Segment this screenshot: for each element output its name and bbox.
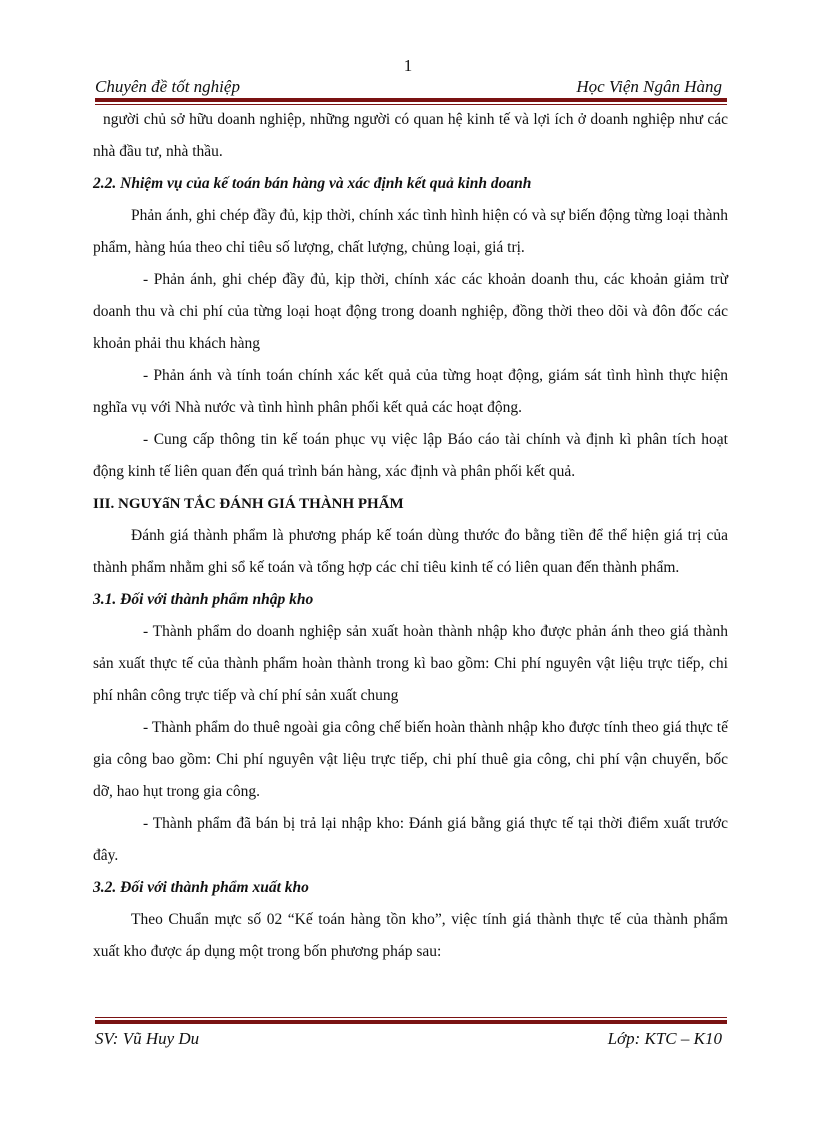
footer-rule-thick <box>95 1020 727 1024</box>
bullet-item: - Cung cấp thông tin kế toán phục vụ việc lập Báo cáo tài chính và định kì phân tích hoạt động kinh tế liên quan đến quá trình bán hàng, xác định và phân phối kết quả. <box>93 431 728 480</box>
paragraph: Phản ánh, ghi chép đầy đủ, kịp thời, chính xác tình hình hiện có và sự biến động từng loại thành phẩm, hàng húa theo chỉ tiêu số lượng, chất lượng, chủng loại, giá trị. <box>93 207 728 256</box>
paragraph: Đánh giá thành phẩm là phương pháp kế toán dùng thước đo bằng tiền để thể hiện giá trị của thành phẩm nhằm ghi sổ kế toán và tổng hợp các chỉ tiêu kinh tế có liên quan đến thành phẩm. <box>93 527 728 576</box>
footer-student-name: SV: Vũ Huy Du <box>95 1029 200 1048</box>
paragraph-continuation: người chủ sở hữu doanh nghiệp, những người có quan hệ kinh tế và lợi ích ở doanh nghiệp như các nhà đầu tư, nhà thầu. <box>93 111 728 160</box>
header-rule-thick <box>95 98 727 102</box>
bullet-item: - Phản ánh và tính toán chính xác kết quả của từng hoạt động, giám sát tình hình thực hiện nghĩa vụ với Nhà nước và tình hình phân phối kết quả các hoạt động. <box>93 367 728 416</box>
header-document-title: Chuyên đề tốt nghiệp <box>95 77 240 96</box>
bullet-item: - Thành phẩm do doanh nghiệp sản xuất hoàn thành nhập kho được phản ánh theo giá thành sản xuất thực tế của thành phẩm hoàn thành trong kì bao gồm: Chi phí nguyên vật liệu trực tiếp, chi phí nhân công trực tiếp và chí phí sản xuất chung <box>93 623 728 704</box>
footer-rule-thin <box>95 1017 727 1018</box>
page-number: 1 <box>403 56 413 75</box>
bullet-item: - Thành phẩm do thuê ngoài gia công chế biến hoàn thành nhập kho được tính theo giá thực tế gia công bao gồm: Chi phí nguyên vật liệu trực tiếp, chi phí thuê gia công, chi phí vận chuyển, bốc dỡ, hao hụt trong gia công. <box>93 719 728 800</box>
footer-class: Lớp: KTC – K10 <box>607 1029 722 1048</box>
section-heading-2-2: 2.2. Nhiệm vụ của kế toán bán hàng và xác định kết quả kinh doanh <box>93 175 532 192</box>
page-footer <box>95 1029 722 1051</box>
bullet-item: - Thành phẩm đã bán bị trả lại nhập kho: Đánh giá bằng giá thực tế tại thời điểm xuất trước đây. <box>93 815 728 864</box>
chapter-heading-iii: III. NGUYấN TẮC ĐÁNH GIÁ THÀNH PHẨM <box>93 496 404 512</box>
paragraph: Theo Chuẩn mực số 02 “Kế toán hàng tồn kho”, việc tính giá thành thực tế của thành phẩm xuất kho được áp dụng một trong bốn phương pháp sau: <box>93 911 728 960</box>
document-body <box>93 104 728 968</box>
header-institution: Học Viện Ngân Hàng <box>576 77 722 96</box>
page-header <box>95 77 722 99</box>
section-heading-3-2: 3.2. Đối với thành phẩm xuất kho <box>93 879 309 896</box>
section-heading-3-1: 3.1. Đối với thành phẩm nhập kho <box>93 591 314 608</box>
bullet-item: - Phản ánh, ghi chép đầy đủ, kịp thời, chính xác các khoản doanh thu, các khoản giảm trừ doanh thu và chi phí của từng loại hoạt động trong doanh nghiệp, đồng thời theo dõi và đôn đốc các khoản phải thu khách hàng <box>93 271 728 352</box>
